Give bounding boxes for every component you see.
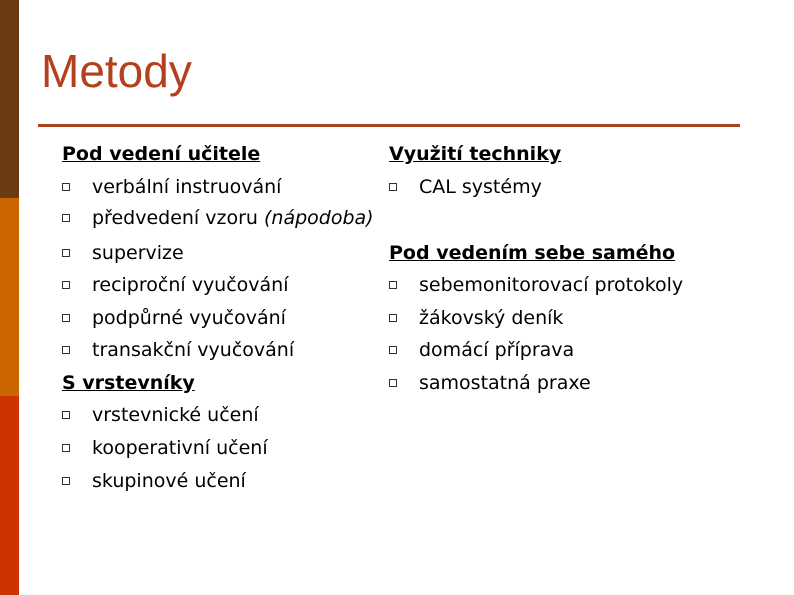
sidebar-decoration: [0, 0, 19, 595]
list-item: vrstevnické učení: [92, 404, 259, 426]
item-note: (nápodoba): [264, 207, 374, 229]
heading-pod-vedenim-sebe-sameho: Pod vedením sebe samého: [389, 242, 676, 264]
sidebar-band-top: [0, 0, 19, 198]
list-item: supervize: [92, 242, 184, 264]
square-bullet-icon: [389, 281, 397, 289]
square-bullet-icon: [389, 346, 397, 354]
list-item: transakční vyučování: [92, 339, 294, 361]
list-item: podpůrné vyučování: [92, 307, 286, 329]
square-bullet-icon: [62, 249, 70, 257]
square-bullet-icon: [62, 444, 70, 452]
heading-vyuziti-techniky: Využití techniky: [389, 143, 562, 165]
list-item: CAL systémy: [419, 176, 542, 198]
list-item: reciproční vyučování: [92, 274, 289, 296]
square-bullet-icon: [62, 411, 70, 419]
list-item: samostatná praxe: [419, 372, 591, 394]
square-bullet-icon: [389, 314, 397, 322]
sidebar-band-bottom: [0, 396, 19, 595]
square-bullet-icon: [389, 183, 397, 191]
list-item: předvedení vzoru (nápodoba): [92, 207, 374, 229]
list-item: kooperativní učení: [92, 437, 268, 459]
heading-s-vrstevniky: S vrstevníky: [62, 372, 195, 394]
list-item: sebemonitorovací protokoly: [419, 274, 683, 296]
square-bullet-icon: [62, 214, 70, 222]
square-bullet-icon: [62, 346, 70, 354]
list-item: domácí příprava: [419, 339, 574, 361]
sidebar-band-middle: [0, 198, 19, 396]
title-divider: [38, 124, 740, 127]
square-bullet-icon: [389, 379, 397, 387]
heading-pod-vedeni-ucitele: Pod vedení učitele: [62, 143, 261, 165]
square-bullet-icon: [62, 314, 70, 322]
list-item: verbální instruování: [92, 176, 281, 198]
square-bullet-icon: [62, 281, 70, 289]
list-item: skupinové učení: [92, 470, 246, 492]
square-bullet-icon: [62, 183, 70, 191]
square-bullet-icon: [62, 477, 70, 485]
slide-title: Metody: [41, 45, 192, 97]
list-item: žákovský deník: [419, 307, 563, 329]
